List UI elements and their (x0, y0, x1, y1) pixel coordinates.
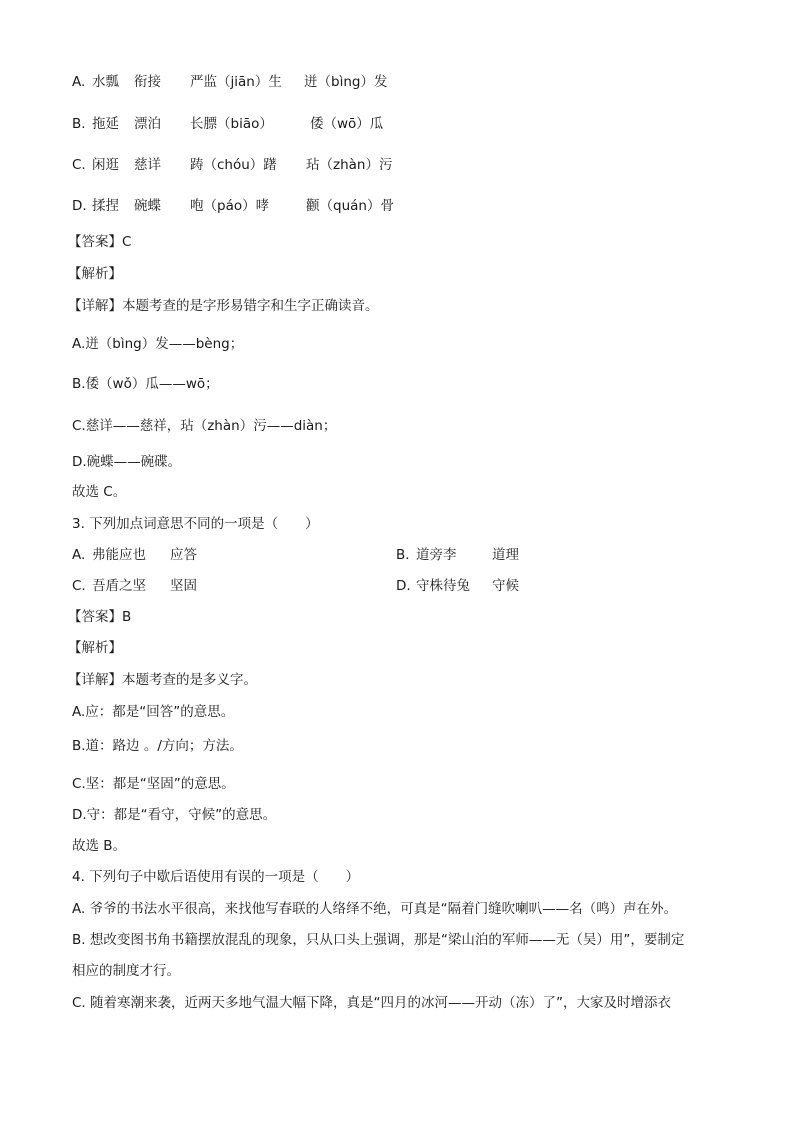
q2-explain-line: C.慈详——慈祥，玷（zhàn）污——diàn； (72, 418, 337, 434)
option-word: 慈详 (134, 157, 161, 173)
option-text: 弗能应也 (92, 547, 146, 563)
option-word: 拖延 (92, 116, 119, 132)
q3-detail (68, 670, 257, 690)
q2-analysis-heading (68, 264, 122, 284)
option-label: B. (72, 116, 86, 132)
option-word: 颧（quán）骨 (306, 198, 394, 214)
option-label: C. (72, 578, 86, 594)
option-label: D. (396, 578, 411, 594)
option-word: 踌（chóu）躇 (190, 157, 277, 173)
q4-option-c: C. 随着寒潮来袭，近两天多地气温大幅下降，真是“四月的冰河——开动（冻）了”，大家及时增添衣 (72, 995, 671, 1011)
q2-conclusion: 故选 C。 (72, 484, 127, 500)
q2-explain-line: A.迸（bìng）发——bèng； (72, 336, 244, 352)
detail-text: 本题考查的是多义字。 (122, 672, 257, 688)
answer-tag: 【答案】 (68, 609, 122, 625)
option-word: 碗蝶 (134, 198, 161, 214)
option-word: 玷（zhàn）污 (306, 157, 393, 173)
option-label: D. (72, 198, 87, 214)
q3-answer (68, 607, 131, 627)
q3-analysis-heading (68, 638, 122, 658)
q4-option-b-line2: 相应的制度才行。 (72, 963, 180, 979)
option-label: A. (72, 547, 86, 563)
option-label: A. (72, 74, 86, 90)
detail-text: 本题考查的是字形易错字和生字正确读音。 (122, 298, 379, 314)
q3-explain-line: D.守：都是“看守，守候”的意思。 (72, 807, 277, 823)
option-word: 漂泊 (134, 116, 161, 132)
option-word: 衔接 (134, 74, 161, 90)
option-text: 吾盾之坚 (92, 578, 146, 594)
q3-explain-line: C.坚：都是“坚固”的意思。 (72, 776, 235, 792)
option-text: 道旁李 (416, 547, 457, 563)
analysis-tag: 【解析】 (68, 640, 122, 656)
option-word: 迸（bìng）发 (304, 74, 388, 90)
option-word: 应答 (170, 547, 197, 563)
answer-tag: 【答案】 (68, 234, 122, 250)
answer-value: B (122, 609, 132, 625)
q4-stem: 4. 下列句子中歇后语使用有误的一项是（ ） (72, 869, 360, 885)
option-label: C. (72, 157, 86, 173)
q3-conclusion: 故选 B。 (72, 838, 127, 854)
option-word: 揉捏 (92, 198, 119, 214)
q2-answer (68, 232, 131, 252)
q4-option-a: A. 爷爷的书法水平很高，来找他写春联的人络绎不绝，可真是“隔着门缝吹喇叭——名（鸣）声在外。 (72, 901, 678, 917)
option-word: 闲逛 (92, 157, 119, 173)
q3-explain-line: B.道：路边 。/方向；方法。 (72, 738, 243, 754)
option-label: B. (396, 547, 410, 563)
answer-value: C (122, 234, 132, 250)
q2-explain-line: D.碗蝶——碗碟。 (72, 454, 182, 470)
detail-tag: 【详解】 (68, 672, 122, 688)
q3-stem: 3. 下列加点词意思不同的一项是（ ） (72, 516, 319, 532)
option-word: 道理 (492, 547, 519, 563)
option-word: 倭（wō）瓜 (310, 116, 384, 132)
q2-explain-line: B.倭（wǒ）瓜——wō； (72, 376, 219, 392)
option-word: 坚固 (170, 578, 197, 594)
q2-detail (68, 296, 379, 316)
option-word: 长膘（biāo） (190, 116, 273, 132)
option-word: 严监（jiān）生 (190, 74, 282, 90)
analysis-tag: 【解析】 (68, 266, 122, 282)
option-word: 水瓢 (92, 74, 119, 90)
option-word: 咆（páo）哮 (190, 198, 270, 214)
q4-option-b-line1: B. 想改变图书角书籍摆放混乱的现象，只从口头上强调，那是“梁山泊的军师——无（吴）用”，要制定 (72, 932, 685, 948)
detail-tag: 【详解】 (68, 298, 122, 314)
q3-explain-line: A.应：都是“回答”的意思。 (72, 704, 235, 720)
option-word: 守候 (492, 578, 519, 594)
option-text: 守株待兔 (416, 578, 470, 594)
